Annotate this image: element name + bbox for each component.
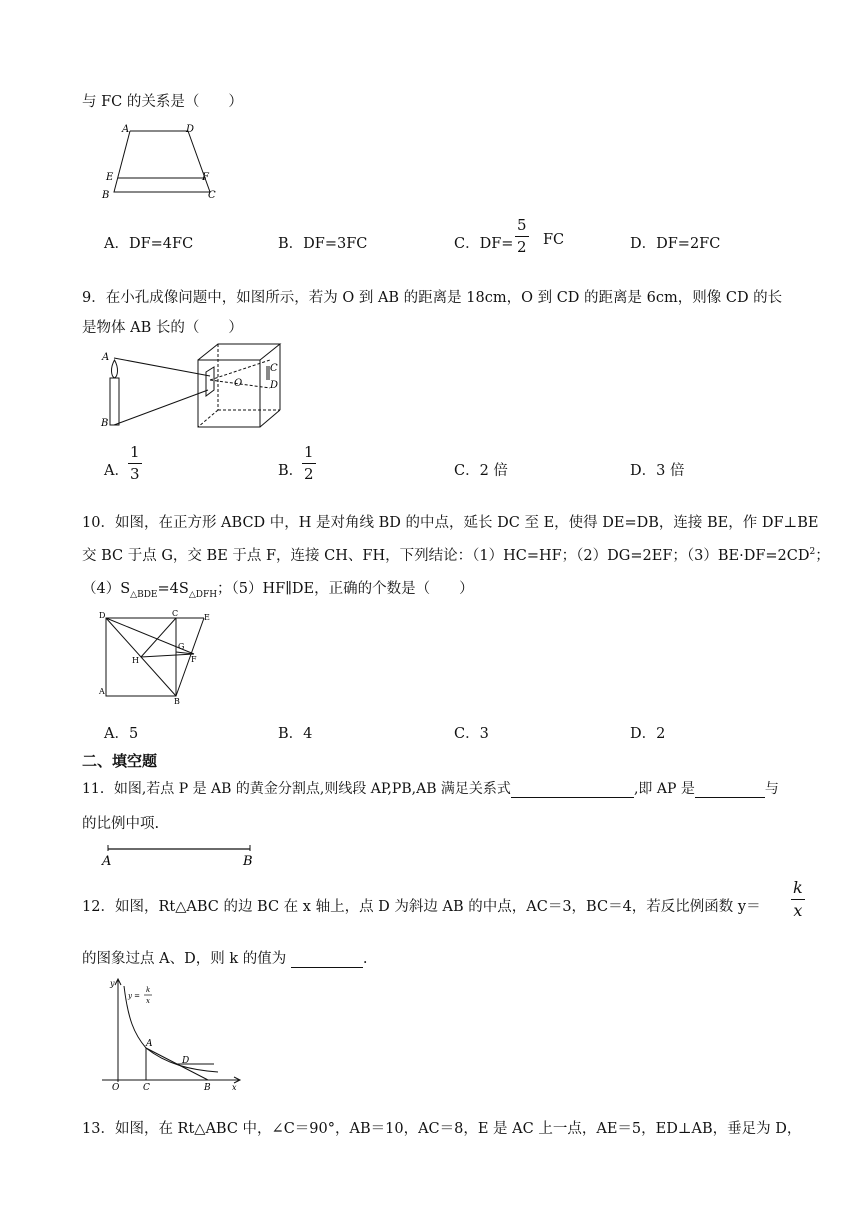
q9-line1: 9．在小孔成像问题中，如图所示，若为 O 到 AB 的距离是 18cm，O 到 CD 的距离是 6cm，则像 CD 的长 — [82, 290, 783, 306]
q9-label-c: C — [270, 363, 278, 374]
q10-line3-a: （4）S — [82, 581, 131, 597]
q9-label-a: A — [102, 352, 110, 363]
q12-label-y: y — [110, 979, 115, 988]
q10-line3-sub1: △BDE — [130, 589, 158, 600]
q9-option-a-fraction — [128, 445, 142, 482]
q10-option-d: D．2 — [630, 726, 666, 742]
q11-label-b: B — [243, 854, 253, 869]
q10-label-a: A — [99, 687, 105, 696]
q12-label-o: O — [112, 1083, 120, 1092]
q8-trapezoid-figure — [100, 120, 225, 205]
q10-option-b: B．4 — [278, 726, 313, 742]
q9-label-d: D — [270, 380, 279, 391]
q10-line1: 10．如图，在正方形 ABCD 中，H 是对角线 BD 的中点，延长 DC 至 E，使得 DE=DB，连接 BE，作 DF⊥BE — [82, 515, 819, 531]
q8-option-c-suffix: FC — [543, 232, 565, 248]
q10-line3-sub2: △DFH — [188, 589, 218, 600]
q12-graph-figure — [98, 974, 248, 1092]
q12-frac-den: x — [793, 901, 803, 920]
q10-option-a: A．5 — [104, 726, 139, 742]
q10-label-f: F — [191, 655, 197, 664]
q12-label-k: k — [146, 986, 151, 994]
q12-line2-a: 的图象过点 A、D，则 k 的值为 — [82, 951, 287, 967]
q12-line2 — [82, 947, 367, 968]
q8-option-c-fraction — [515, 218, 529, 255]
q8-option-d: D．DF=2FC — [630, 236, 721, 252]
q11-line1-b: ,即 AP 是 — [633, 781, 695, 797]
q12-label-xden: x — [146, 997, 150, 1005]
q9-frac-a-num: 1 — [130, 443, 140, 461]
q12-label-d: D — [182, 1056, 190, 1066]
q10-label-b: B — [174, 697, 180, 704]
q10-line3-c: ；（5）HF∥DE，正确的个数是（ ） — [217, 581, 474, 597]
q8-option-a: A．DF=4FC — [104, 236, 194, 252]
q8-option-c: C．DF= — [454, 236, 514, 252]
q10-label-c: C — [172, 609, 179, 618]
q8-frac-den: 2 — [517, 238, 527, 256]
q11-segment-figure — [100, 843, 260, 869]
q11-line1-a: 11．如图,若点 P 是 AB 的黄金分割点,则线段 AP,PB,AB 满足关系式 — [82, 781, 511, 797]
q9-frac-b-num: 1 — [304, 443, 314, 461]
q8-option-b: B．DF=3FC — [278, 236, 368, 252]
q8-label-e: E — [106, 172, 114, 183]
q8-label-c: C — [208, 190, 216, 201]
q9-label-b: B — [101, 418, 109, 429]
q12-blank[interactable] — [291, 967, 363, 968]
q8-label-d: D — [186, 124, 195, 135]
q9-option-a: A． — [104, 463, 129, 479]
q11-label-a: A — [102, 854, 112, 869]
q10-line3-b: =4S — [157, 581, 189, 597]
q11-blank-2[interactable] — [695, 797, 765, 798]
q8-frac-num: 5 — [517, 216, 527, 234]
q10-line2-end: ； — [815, 548, 830, 564]
q9-option-b: B． — [278, 463, 304, 479]
q10-line3 — [82, 577, 474, 600]
q9-frac-a-den: 3 — [130, 465, 140, 483]
q12-label-func: y = — [128, 992, 141, 1000]
q12-line1: 12．如图，Rt△ABC 的边 BC 在 x 轴上，点 D 为斜边 AB 的中点，AC＝3，BC＝4，若反比例函数 y＝ — [82, 899, 761, 915]
q10-label-e: E — [204, 613, 210, 622]
q12-label-b: B — [204, 1083, 211, 1092]
q12-label-c: C — [143, 1083, 150, 1092]
q13-line1: 13．如图，在 Rt△ABC 中，∠C＝90°，AB＝10，AC＝8，E 是 AC 上一点，AE＝5，ED⊥AB，垂足为 D， — [82, 1121, 802, 1137]
q10-label-g: G — [178, 642, 185, 651]
q10-option-c: C．3 — [454, 726, 489, 742]
q11-line1 — [82, 778, 779, 798]
q9-option-d: D．3 倍 — [630, 463, 685, 479]
q8-text: 与 FC 的关系是（ ） — [82, 94, 243, 110]
q12-line2-b: . — [362, 951, 368, 967]
q10-line2 — [82, 544, 830, 565]
q9-line2: 是物体 AB 长的（ ） — [82, 320, 243, 336]
q10-label-h: H — [132, 656, 139, 665]
q10-line2-sup: 2 — [809, 547, 816, 558]
q11-line2: 的比例中项. — [82, 816, 160, 832]
q8-label-f: F — [202, 172, 209, 183]
q12-label-a: A — [146, 1039, 153, 1049]
q9-label-o: O — [234, 378, 243, 389]
q9-option-b-fraction — [302, 445, 316, 482]
q11-line1-c: 与 — [764, 781, 779, 797]
q8-label-a: A — [122, 124, 130, 135]
q9-frac-b-den: 2 — [304, 465, 314, 483]
section-title-fill-in: 二、填空题 — [82, 752, 158, 770]
q10-square-figure — [98, 608, 218, 704]
q12-fraction — [791, 880, 805, 919]
q12-frac-num: k — [793, 878, 803, 897]
q11-blank-1[interactable] — [511, 797, 634, 798]
q10-line2-text: 交 BC 于点 G，交 BE 于点 F，连接 CH、FH，下列结论：（1）HC=HF；（2）DG=2EF；（3）BE·DF=2CD — [82, 548, 810, 564]
q9-option-c: C．2 倍 — [454, 463, 508, 479]
q12-label-x: x — [232, 1083, 237, 1092]
q9-pinhole-figure — [100, 340, 290, 432]
q8-label-b: B — [102, 190, 110, 201]
q10-label-d: D — [99, 611, 106, 620]
